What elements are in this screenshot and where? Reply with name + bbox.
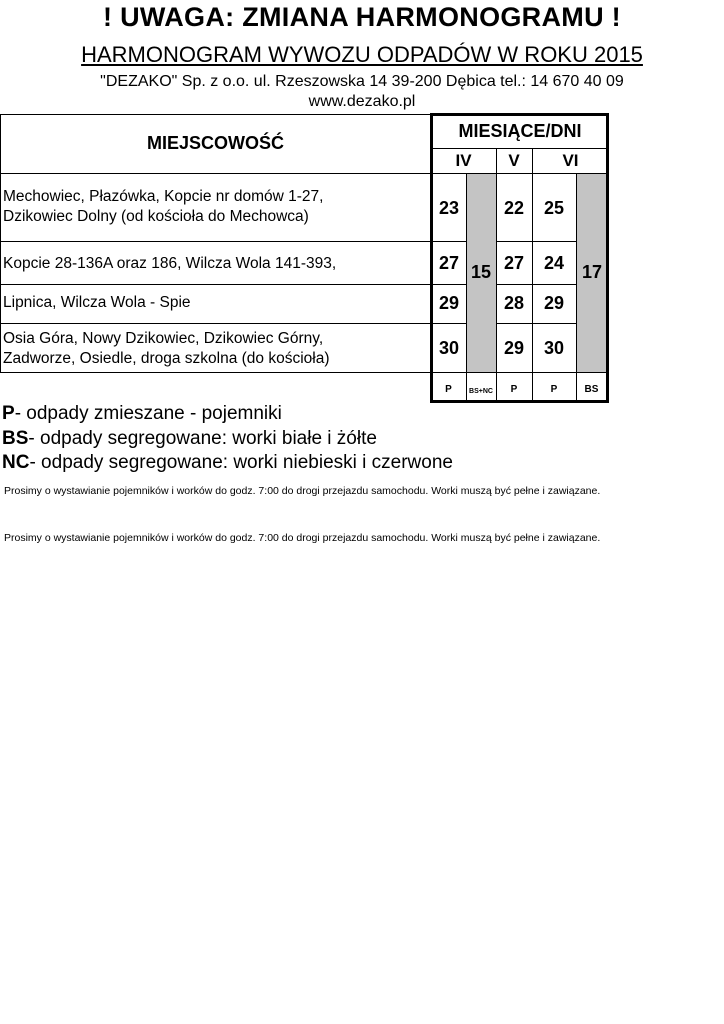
day-apr: 27 — [438, 253, 460, 273]
location-line: Mechowiec, Płazówka, Kopcie nr domów 1-27, — [3, 188, 324, 205]
waste-type-code: BS+NC — [469, 388, 493, 395]
waste-type-code: BS — [584, 384, 599, 395]
waste-type-code: P — [550, 384, 558, 395]
table-row-location — [3, 187, 323, 227]
page-subtitle: HARMONOGRAM WYWOZU ODPADÓW W ROKU 2015 — [81, 42, 643, 67]
day-may: 27 — [503, 253, 525, 273]
shared-day-apr-bsnc: 15 — [470, 262, 492, 282]
table-row-location — [3, 329, 330, 369]
day-jun: 29 — [543, 293, 565, 313]
location-line: Osia Góra, Nowy Dzikowiec, Dzikowiec Górny, — [3, 330, 324, 347]
month-jun: VI — [562, 151, 579, 170]
day-may: 29 — [503, 338, 525, 358]
shared-day-jun-bs: 17 — [581, 262, 603, 282]
legend-item — [2, 403, 282, 425]
location-header: MIEJSCOWOŚĆ — [146, 133, 284, 153]
company-info: "DEZAKO" Sp. z o.o. ul. Rzeszowska 14 39-200 Dębica tel.: 14 670 40 09 — [100, 73, 624, 90]
legend-code: P — [2, 403, 15, 424]
day-may: 22 — [503, 198, 525, 218]
day-may: 28 — [503, 293, 525, 313]
day-apr: 30 — [438, 338, 460, 358]
day-jun: 24 — [543, 253, 565, 273]
month-may: V — [508, 151, 520, 170]
day-jun: 25 — [543, 198, 565, 218]
location-line: Zadworze, Osiedle, droga szkolna (do kościoła) — [3, 350, 330, 367]
legend-code: BS — [2, 428, 29, 449]
website-link[interactable]: www.dezako.pl — [308, 93, 416, 110]
legend-text: - odpady segregowane: worki niebieski i czerwone — [29, 452, 453, 473]
waste-type-code: P — [510, 384, 518, 395]
table-row-location — [3, 293, 191, 313]
table-row-location — [3, 254, 336, 274]
day-apr: 29 — [438, 293, 460, 313]
instruction-note: Prosimy o wystawianie pojemników i worków do godz. 7:00 do drogi przejazdu samochodu. Worki muszą być pełne i zawiązane. — [4, 485, 601, 497]
day-jun: 30 — [543, 338, 565, 358]
location-line: Dzikowiec Dolny (od kościoła do Mechowca) — [3, 208, 309, 225]
day-apr: 23 — [438, 198, 460, 218]
legend-item — [2, 452, 453, 474]
legend-code: NC — [2, 452, 30, 473]
legend-text: - odpady segregowane: worki białe i żółte — [28, 428, 377, 449]
waste-type-code: P — [445, 384, 452, 395]
location-line: Lipnica, Wilcza Wola - Spie — [3, 294, 191, 311]
months-header: MIESIĄCE/DNI — [458, 121, 582, 141]
location-line: Kopcie 28-136A oraz 186, Wilcza Wola 141-393, — [3, 255, 337, 272]
instruction-note: Prosimy o wystawianie pojemników i worków do godz. 7:00 do drogi przejazdu samochodu. Worki muszą być pełne i zawiązane. — [4, 532, 601, 544]
legend-text: - odpady zmieszane - pojemniki — [14, 403, 282, 424]
legend-item — [2, 428, 377, 450]
page-title: ! UWAGA: ZMIANA HARMONOGRAMU ! — [103, 2, 621, 32]
month-apr: IV — [455, 151, 472, 170]
